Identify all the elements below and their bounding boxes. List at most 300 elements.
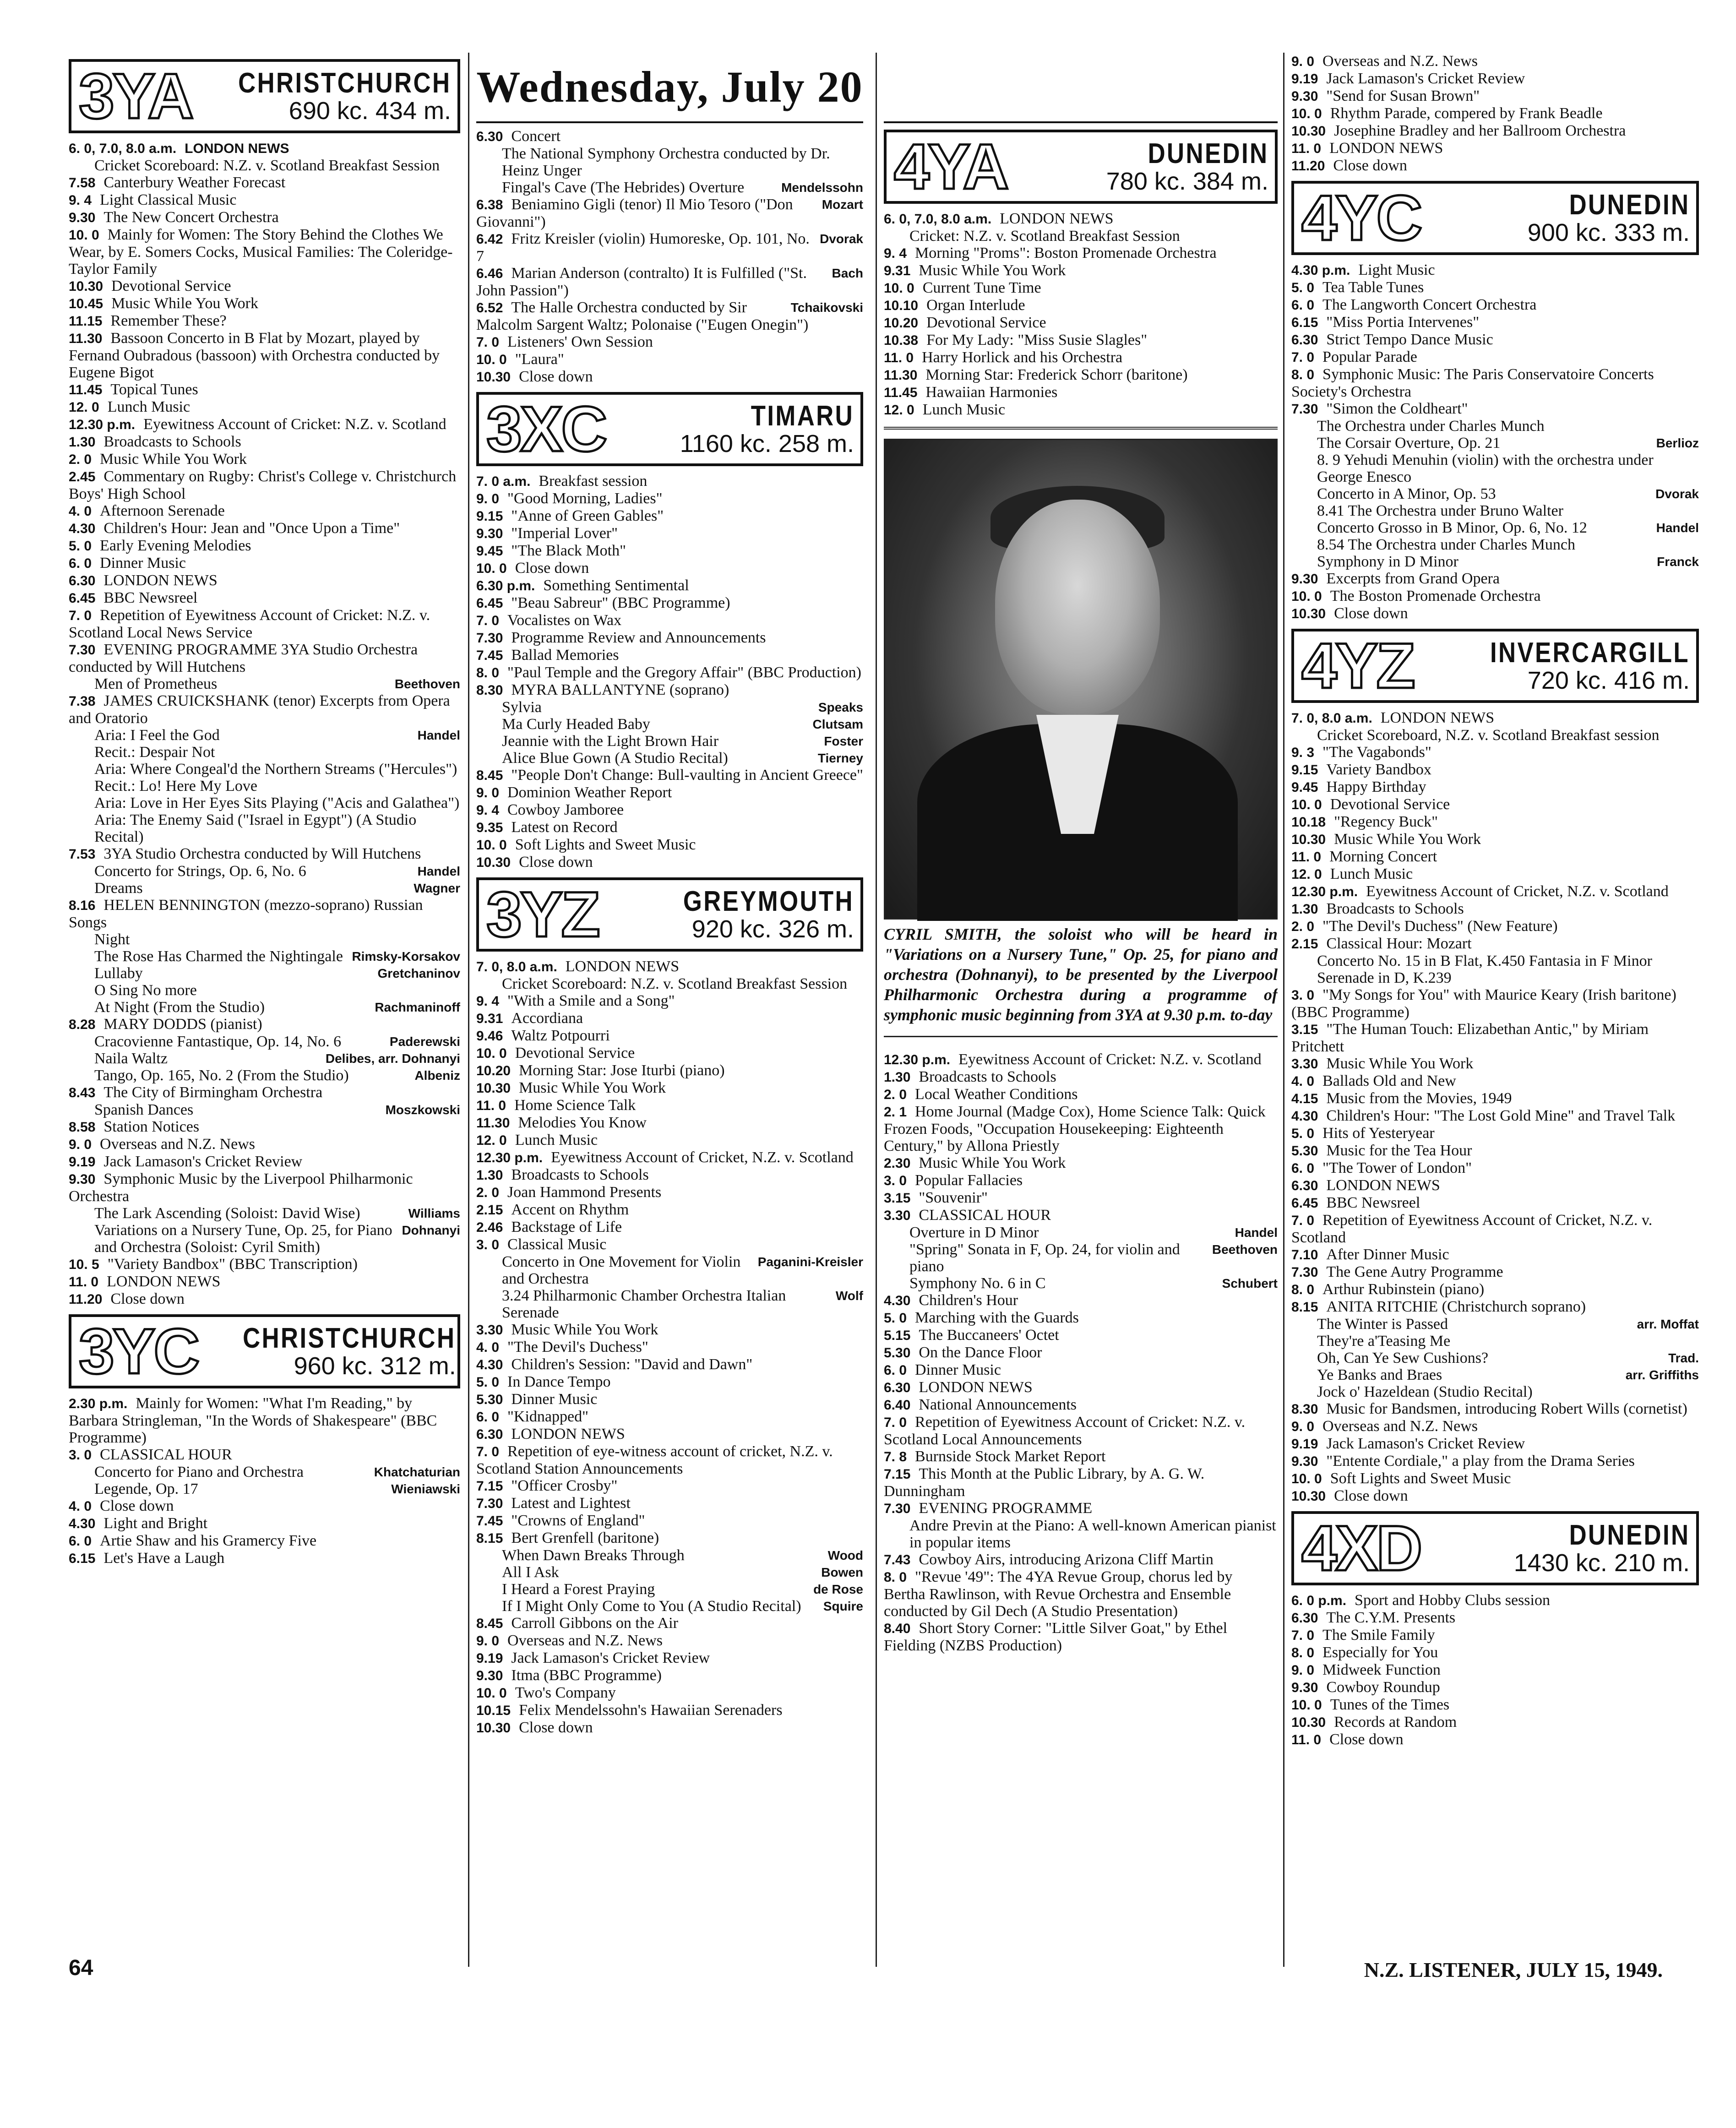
programme-entry [476, 1702, 863, 1719]
programme-entry [884, 297, 1278, 314]
column-4 [1291, 53, 1699, 1967]
programme-entry [884, 366, 1278, 384]
composer: Bach [832, 266, 863, 280]
programme-entry [1291, 1661, 1699, 1679]
composer: Wood [827, 1548, 863, 1562]
composer: Clutsam [812, 717, 863, 731]
programme-entry [476, 1564, 863, 1581]
programme-entry [476, 1149, 863, 1166]
programme-title: Devotional Service [1330, 796, 1450, 813]
programme-entry [1291, 1609, 1699, 1627]
programme-title: The New Concert Orchestra [103, 209, 279, 226]
programme-time: 6.30 [884, 1380, 911, 1395]
programme-entry [476, 560, 863, 577]
programme-title: The Corsair Overture, Op. 21 [1317, 435, 1501, 452]
programme-title: Spanish Dances [94, 1101, 194, 1118]
programme-time: 6. 0, 7.0, 8.0 a.m. [884, 212, 992, 227]
programme-entry [884, 384, 1278, 401]
programme-title: Close down [1334, 1487, 1408, 1504]
programme-title: LONDON NEWS [565, 958, 680, 975]
programme-time: 3. 0 [884, 1173, 907, 1188]
programme-title: Cowboy Roundup [1326, 1679, 1440, 1696]
programme-entry [476, 1598, 863, 1615]
programme-entry [1291, 883, 1699, 900]
programme-time: 9.35 [476, 820, 503, 835]
programme-title: Current Tune Time [922, 279, 1041, 296]
programme-title: "The Devil's Duchess" [507, 1339, 648, 1355]
composer: Gretchaninov [377, 966, 460, 980]
programme-entry [476, 594, 863, 612]
programme-entry [476, 1045, 863, 1062]
programme-time: 10.20 [884, 316, 919, 331]
programme-title: Devotional Service [515, 1045, 635, 1061]
programme-entry [69, 1118, 460, 1136]
programme-entry [476, 1253, 863, 1287]
programme-time: 9. 4 [69, 193, 92, 208]
programme-title: Morning Concert [1329, 848, 1437, 865]
programme-title: Concerto for Piano and Orchestra [94, 1464, 304, 1480]
programme-time: 1.30 [884, 1070, 911, 1085]
programme-entry [476, 1443, 863, 1477]
programme-title: Mainly for Women: "What I'm Reading," by Barbara Stringleman, "In the Words of Shakespeare" (BBC Programme) [69, 1395, 437, 1446]
programme-time: 6.30 p.m. [476, 578, 535, 593]
programme-title: Cricket Scoreboard, N.Z. v. Scotland Breakfast session [1317, 727, 1660, 744]
programme-entry [1291, 709, 1699, 727]
programme-time: 11. 0 [1291, 141, 1322, 156]
programme-time: 7. 0, 8.0 a.m. [1291, 711, 1372, 726]
programme-title: Melodies You Know [518, 1114, 647, 1131]
programme-title: EVENING PROGRAMME [919, 1500, 1093, 1517]
programme-time: 7.30 [476, 631, 503, 646]
composer: Wieniawski [391, 1482, 460, 1496]
programme-entry [1291, 778, 1699, 796]
programme-time: 7.45 [476, 648, 503, 663]
programme-entry [69, 897, 460, 931]
station-banner-4xd [1291, 1511, 1699, 1585]
programme-title: Records at Random [1334, 1714, 1457, 1731]
programme-title: Felix Mendelssohn's Hawaiian Serenaders [519, 1702, 783, 1719]
programme-time: 2.15 [1291, 936, 1318, 952]
programme-title: Night [94, 931, 130, 948]
programme-title: ANITA RITCHIE (Christchurch soprano) [1326, 1298, 1586, 1315]
programme-entry [1291, 1298, 1699, 1316]
station-frequency: 690 kc. 434 m. [288, 97, 451, 125]
programme-entry [476, 1219, 863, 1236]
programme-title: National Announcements [919, 1396, 1077, 1413]
programme-entry [69, 226, 460, 278]
programme-title: 3.24 Philharmonic Chamber Orchestra Italian Serenade [502, 1287, 786, 1321]
programme-title: "Spring" Sonata in F, Op. 24, for violin and piano [909, 1241, 1180, 1275]
programme-title: Music While You Work [511, 1321, 658, 1338]
programme-entry [69, 278, 460, 295]
programme-entry [476, 230, 863, 265]
programme-time: 5. 0 [1291, 280, 1315, 295]
programme-entry [69, 1256, 460, 1273]
programme-title: The National Symphony Orchestra conducted by Dr. Heinz Unger [502, 145, 830, 179]
programme-time: 9.15 [476, 509, 503, 524]
programme-time: 2. 0 [69, 452, 92, 467]
programme-time: 7. 0 a.m. [476, 474, 531, 489]
programme-title: LONDON NEWS [919, 1379, 1033, 1396]
programme-entry [69, 1290, 460, 1308]
programme-title: Broadcasts to Schools [511, 1166, 649, 1183]
programme-title: LONDON NEWS [1000, 210, 1114, 227]
programme-title: When Dawn Breaks Through [502, 1547, 685, 1564]
programme-time: 9. 0 [476, 1633, 500, 1649]
composer: Handel [417, 728, 460, 742]
programme-title: Jock o' Hazeldean (Studio Recital) [1317, 1383, 1533, 1400]
programme-title: Children's Session: "David and Dawn" [511, 1356, 753, 1373]
programme-time: 6.45 [476, 596, 503, 611]
programme-entry [476, 473, 863, 490]
programme-time: 11. 0 [476, 1098, 506, 1113]
programme-time: 12. 0 [1291, 867, 1322, 882]
programme-entry [69, 744, 460, 761]
programme-title: Close down [519, 854, 593, 871]
programme-entry [1291, 831, 1699, 848]
programme-title: Music While You Work [1326, 1055, 1474, 1072]
programme-time: 7.30 [884, 1501, 911, 1516]
programme-title: Two's Company [515, 1684, 616, 1701]
programme-entry [1291, 296, 1699, 314]
programme-time: 6.15 [1291, 315, 1318, 330]
programme-time: 11.45 [884, 385, 918, 400]
station-city: CHRISTCHURCH [243, 1323, 456, 1355]
programme-title: The Smile Family [1322, 1627, 1435, 1644]
programme-time: 7. 8 [884, 1449, 907, 1464]
programme-title: Classical Hour: Mozart [1326, 935, 1472, 952]
programme-time: 9. 4 [476, 994, 500, 1009]
composer: Beethoven [394, 677, 460, 691]
programme-title: Josephine Bradley and her Ballroom Orchestra [1334, 122, 1626, 139]
programme-time: 2. 0 [476, 1185, 500, 1200]
programme-title: Jack Lamason's Cricket Review [103, 1153, 303, 1170]
composer: Bowen [821, 1565, 863, 1579]
programme-time: 11.30 [69, 331, 103, 346]
programme-time: 4. 0 [69, 1499, 92, 1514]
composer: Beethoven [1212, 1242, 1278, 1257]
programme-entry [884, 245, 1278, 262]
page-footer: N.Z. LISTENER, JULY 15, 1949. [1364, 1958, 1663, 1981]
programme-entry [1291, 588, 1699, 605]
programme-time: 4.30 [1291, 1109, 1318, 1124]
programme-title: Music from the Movies, 1949 [1326, 1090, 1512, 1107]
programme-time: 10. 0 [1291, 797, 1322, 812]
programme-entry [884, 1189, 1278, 1207]
programme-title: Eyewitness Account of Cricket, N.Z. v. Scotland [551, 1149, 854, 1166]
programme-time: 10. 0 [476, 1046, 507, 1061]
composer: Handel [1235, 1225, 1278, 1240]
programme-entry [1291, 1107, 1699, 1125]
programme-title: Morning "Proms": Boston Promenade Orchestra [915, 245, 1217, 261]
programme-title: Overseas and N.Z. News [507, 1632, 663, 1649]
composer: Rimsky-Korsakov [352, 949, 460, 963]
programme-entry [1291, 813, 1699, 831]
programme-time: 9.19 [1291, 71, 1318, 87]
programme-title: Concert [511, 128, 561, 145]
programme-title: Concerto Grosso in B Minor, Op. 6, No. 12 [1317, 519, 1587, 536]
programme-title: CLASSICAL HOUR [100, 1446, 232, 1463]
programme-time: 10. 0 [476, 561, 507, 576]
programme-title: Overture in D Minor [909, 1224, 1039, 1241]
programme-entry [69, 880, 460, 897]
programme-entry [1291, 605, 1699, 622]
programme-title: Variety Bandbox [1326, 761, 1431, 778]
programme-title: Remember These? [110, 312, 227, 329]
programme-title: LONDON NEWS [1326, 1177, 1440, 1194]
programme-entry [884, 1379, 1278, 1396]
programme-title: Cowboy Airs, introducing Arizona Cliff Martin [919, 1551, 1214, 1568]
programme-time: 4.30 [69, 1516, 96, 1531]
programme-title: Latest on Record [511, 819, 618, 836]
programme-title: Excerpts from Grand Opera [1326, 570, 1500, 587]
programme-entry [476, 1184, 863, 1201]
programme-time: 10. 5 [69, 1257, 99, 1272]
programme-entry [1291, 105, 1699, 122]
programme-title: "The Human Touch: Elizabethan Antic," by Miriam Pritchett [1291, 1021, 1649, 1055]
station-city: TIMARU [751, 400, 854, 432]
programme-title: Repetition of Eyewitness Account of Cricket: N.Z. v. Scotland Local Announcements [884, 1414, 1246, 1448]
station-banner-3yc [69, 1314, 460, 1388]
programme-entry [1291, 348, 1699, 366]
programme-time: 12. 0 [69, 400, 99, 415]
programme-entry [1291, 157, 1699, 174]
programme-title: Dominion Weather Report [507, 784, 672, 801]
programme-title: Harry Horlick and his Orchestra [922, 349, 1123, 366]
programme-title: O Sing No more [94, 982, 197, 999]
programme-time: 8.28 [69, 1017, 96, 1032]
programme-entry [884, 1309, 1278, 1327]
programme-title: "The Vagabonds" [1322, 744, 1431, 761]
programme-entry [1291, 1263, 1699, 1281]
programme-entry [476, 1027, 863, 1045]
programme-title: Broadcasts to Schools [919, 1068, 1056, 1085]
programme-time: 9.31 [884, 263, 911, 278]
station-call: 3XC [486, 393, 606, 465]
programme-entry [1291, 87, 1699, 105]
programme-title: Ballads Old and New [1322, 1072, 1456, 1089]
programme-time: 4.30 p.m. [1291, 263, 1350, 278]
programme-entry [69, 555, 460, 572]
programme-time: 10.30 [1291, 832, 1326, 847]
programme-time: 10.30 [1291, 124, 1326, 139]
programme-entry [884, 1086, 1278, 1103]
station-call: 3YZ [486, 878, 599, 950]
station-frequency: 920 kc. 326 m. [691, 915, 854, 943]
programme-title: Devotional Service [111, 278, 231, 294]
composer: Mendelssohn [781, 180, 863, 195]
composer: Franck [1657, 555, 1699, 569]
programme-entry [1291, 1644, 1699, 1661]
programme-entry [884, 1207, 1278, 1224]
programme-time: 12.30 p.m. [884, 1052, 951, 1067]
programme-title: Light Music [1358, 261, 1435, 278]
programme-title: Lunch Music [922, 401, 1006, 418]
page-number: 64 [69, 1956, 93, 1980]
programme-entry [1291, 1246, 1699, 1263]
programme-entry [884, 314, 1278, 332]
programme-entry [69, 1532, 460, 1550]
programme-time: 7. 0, 8.0 a.m. [476, 959, 557, 974]
programme-entry [476, 958, 863, 975]
programme-entry [1291, 1021, 1699, 1055]
programme-time: 11.20 [69, 1292, 103, 1307]
programme-title: Morning Star: Frederick Schorr (baritone) [925, 366, 1188, 383]
station-city: DUNEDIN [1148, 138, 1268, 170]
station-city: CHRISTCHURCH [238, 67, 451, 99]
programme-title: Close down [110, 1290, 185, 1307]
programme-entry [69, 1205, 460, 1222]
programme-time: 10. 0 [884, 281, 914, 296]
programme-entry [69, 537, 460, 555]
programme-time: 12.30 p.m. [1291, 884, 1358, 899]
programme-title: MARY DODDS (pianist) [103, 1016, 262, 1033]
programme-time: 6. 0 [1291, 298, 1315, 313]
programme-entry [69, 312, 460, 330]
programme-entry [476, 1236, 863, 1253]
programme-time: 10.30 [476, 370, 511, 385]
programme-title: Light Classical Music [100, 191, 237, 208]
programme-title: 3YA Studio Orchestra conducted by Will Hutchens [103, 845, 421, 862]
programme-title: Devotional Service [926, 314, 1046, 331]
programme-time: 2. 0 [1291, 919, 1315, 934]
programme-time: 3.30 [476, 1323, 503, 1338]
station-city: GREYMOUTH [683, 886, 854, 918]
station-frequency: 720 kc. 416 m. [1527, 667, 1690, 695]
programme-title: Bert Grenfell (baritone) [511, 1529, 659, 1546]
programme-entry [476, 1667, 863, 1684]
programme-title: Ma Curly Headed Baby [502, 716, 650, 733]
programme-time: 5. 0 [476, 1375, 500, 1390]
programme-time: 9.31 [476, 1011, 503, 1026]
programme-title: Latest and Lightest [511, 1495, 631, 1512]
programme-entry [476, 1114, 863, 1132]
programme-time: 5.30 [884, 1345, 911, 1361]
programme-entry [476, 299, 863, 333]
programme-title: Concerto No. 15 in B Flat, K.450 Fantasia in F Minor Serenade in D, K.239 [1317, 952, 1652, 986]
programme-entry [476, 1201, 863, 1219]
programme-time: 8.30 [476, 683, 503, 698]
composer: Squire [823, 1599, 863, 1613]
programme-title: Dreams [94, 880, 143, 897]
programme-entry [476, 1408, 863, 1426]
programme-time: 7. 0 [476, 1444, 500, 1459]
programme-time: 10. 0 [1291, 589, 1322, 604]
programme-title: Vocalistes on Wax [507, 612, 622, 629]
programme-title: Recit.: Lo! Here My Love [94, 778, 257, 795]
programme-title: Soft Lights and Sweet Music [515, 836, 696, 853]
programme-title: "The Devil's Duchess" (New Feature) [1322, 918, 1558, 935]
programme-entry [69, 1016, 460, 1033]
station-call: 3YA [79, 60, 192, 132]
programme-time: 9.45 [476, 544, 503, 559]
programme-entry [69, 209, 460, 226]
programme-entry [884, 279, 1278, 297]
programme-time: 7.30 [1291, 1265, 1318, 1280]
programme-title: Bassoon Concerto in B Flat by Mozart, played by Fernand Oubradous (bassoon) with Orchestra conducted by Eugene Bigot [69, 330, 440, 381]
station-banner-3yz [476, 877, 863, 952]
programme-title: Cricket Scoreboard: N.Z. v. Scotland Breakfast Session [94, 157, 440, 174]
programme-entry [1291, 761, 1699, 778]
programme-list-4ya-continued [1291, 53, 1699, 174]
programme-entry [1291, 1333, 1699, 1350]
programme-title: Concerto for Strings, Op. 6, No. 6 [94, 863, 306, 880]
programme-title: Short Story Corner: "Little Silver Goat," by Ethel Fielding (NZBS Production) [884, 1620, 1228, 1654]
programme-title: Hawaiian Harmonies [925, 384, 1058, 401]
programme-title: Itma (BBC Programme) [511, 1667, 662, 1684]
programme-title: Broadcasts to Schools [103, 433, 241, 450]
programme-time: 4.30 [476, 1357, 503, 1372]
programme-title: Children's Hour: Jean and "Once Upon a Time" [103, 520, 400, 537]
programme-entry [476, 577, 863, 594]
programme-entry [884, 1154, 1278, 1172]
programme-entry [1291, 1090, 1699, 1107]
programme-time: 7. 0 [476, 613, 500, 628]
programme-time: 7.30 [476, 1496, 503, 1511]
programme-title: 8.41 The Orchestra under Bruno Walter [1317, 502, 1563, 519]
programme-time: 9. 4 [476, 803, 500, 818]
station-frequency: 780 kc. 384 m. [1106, 168, 1268, 196]
programme-title: Symphonic Music: The Paris Conservatoire Concerts Society's Orchestra [1291, 366, 1654, 400]
programme-entry [1291, 1731, 1699, 1748]
programme-title: The Winter is Passed [1317, 1316, 1448, 1333]
programme-entry [69, 1033, 460, 1050]
station-call: 4XD [1301, 1512, 1421, 1584]
programme-time: 7.38 [69, 694, 96, 709]
programme-entry [476, 699, 863, 716]
programme-time: 12.30 p.m. [69, 417, 136, 432]
programme-title: Topical Tunes [110, 381, 198, 398]
station-frequency: 960 kc. 312 m. [294, 1352, 456, 1380]
programme-entry [476, 1684, 863, 1702]
programme-time: 11. 0 [69, 1274, 99, 1290]
programme-entry [476, 629, 863, 647]
programme-time: 9.30 [476, 1668, 503, 1683]
programme-title: Programme Review and Announcements [511, 629, 766, 646]
programme-title: Close down [519, 368, 593, 385]
programme-entry [1291, 553, 1699, 570]
programme-entry [476, 784, 863, 801]
programme-entry [476, 1356, 863, 1373]
programme-time: 6. 0, 7.0, 8.0 a.m. [69, 141, 177, 156]
programme-title: Listeners' Own Session [507, 333, 653, 350]
programme-title: The Langworth Concert Orchestra [1322, 296, 1537, 313]
programme-entry [1291, 1696, 1699, 1714]
programme-title: Popular Parade [1322, 348, 1417, 365]
programme-title: Recit.: Despair Not [94, 744, 215, 761]
station-frequency: 1430 kc. 210 m. [1513, 1549, 1690, 1577]
station-frequency: 900 kc. 333 m. [1527, 219, 1690, 247]
programme-title: Concerto in A Minor, Op. 53 [1317, 485, 1496, 502]
station-banner-4yc [1291, 181, 1699, 255]
programme-entry [884, 1620, 1278, 1654]
programme-entry [69, 1067, 460, 1084]
programme-time: 7. 0 [476, 335, 500, 350]
programme-entry [69, 811, 460, 845]
programme-time: 7.30 [69, 642, 96, 658]
programme-title: Close down [1329, 1731, 1404, 1748]
programme-entry [69, 999, 460, 1016]
programme-title: "Entente Cordiale," a play from the Drama Series [1326, 1453, 1635, 1469]
programme-entry [69, 1170, 460, 1205]
programme-time: 5. 0 [884, 1311, 907, 1326]
programme-entry [69, 1395, 460, 1446]
programme-time: 6.30 [476, 1427, 503, 1442]
programme-time: 9.30 [69, 210, 96, 225]
programme-time: 6.45 [1291, 1196, 1318, 1211]
programme-title: Andre Previn at the Piano: A well-known American pianist in popular items [909, 1517, 1276, 1551]
programme-entry [476, 1719, 863, 1736]
